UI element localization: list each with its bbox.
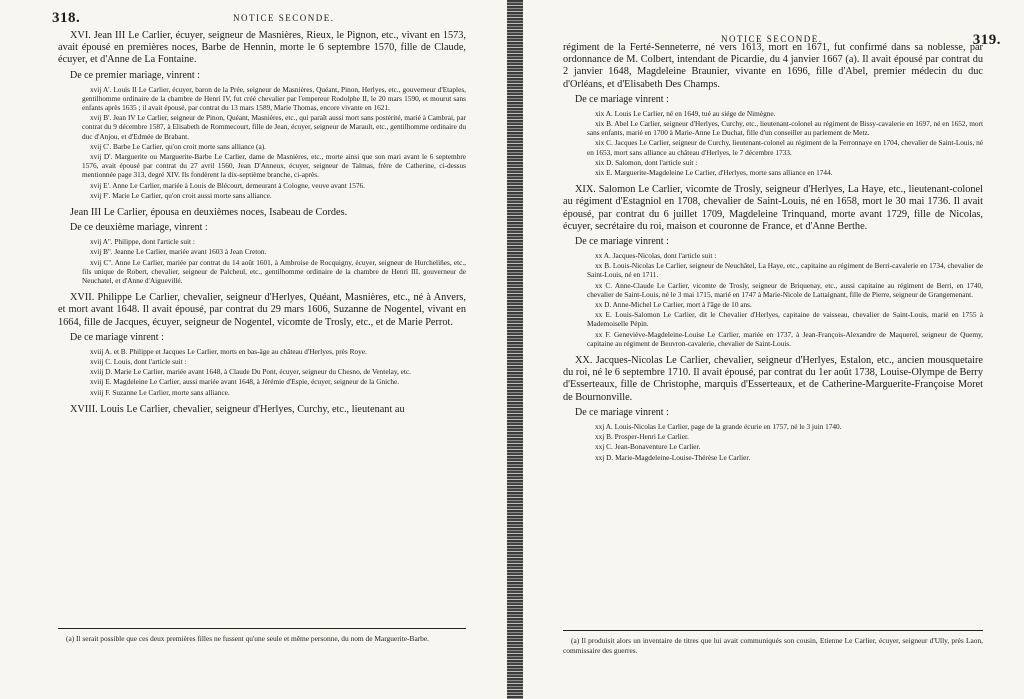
child-entry: xxj C. Jean-Bonaventure Le Carlier. bbox=[595, 442, 701, 452]
degree-paragraph: XX. Jacques-Nicolas Le Carlier, chevalier, seigneur d'Herlyes, Estalon, etc., ancien mousquetaire du roi, né le 6 septembre 1710. Il avait épousé, par contrat du 1er août 1738, Louise-Olympe de Berry d'Esserteaux, fille de Christophe, marquis d'Esserteaux, et de Catherine-Marguerite-Françoise Moret de Bournonville. bbox=[563, 355, 983, 403]
child-entry: xxj A. Louis-Nicolas Le Carlier, page de la grande écurie en 1757, né le 3 juin 1740. bbox=[595, 421, 842, 431]
marriage-heading: De ce mariage vinrent : bbox=[575, 236, 669, 248]
child-entry: xix B. Abel Le Carlier, seigneur d'Herlyes, Curchy, etc., lieutenant-colonel au régiment de Bissy-cavalerie en 1697, né en 1652, mort sans enfants, marié en 1700 à Marie-Anne Le Duchat, fille d'un conseiller au parlement de Metz. bbox=[587, 119, 983, 138]
child-entry: xx D. Anne-Michel Le Carlier, mort à l'âge de 10 ans. bbox=[595, 300, 752, 310]
child-entry: xix A. Louis Le Carlier, né en 1649, tué au siége de Nimègne. bbox=[595, 108, 776, 118]
marriage-heading: De ce mariage vinrent : bbox=[575, 406, 669, 418]
right-page-number: 319. bbox=[972, 32, 1001, 48]
degree-paragraph: XVIII. Louis Le Carlier, chevalier, seigneur d'Herlyes, Curchy, etc., lieutenant au bbox=[70, 403, 405, 415]
right-text-block bbox=[563, 42, 983, 462]
left-page-body bbox=[52, 10, 466, 416]
child-entry: xvij E'. Anne Le Carlier, mariée à Louis de Blécourt, demeurant à Cologne, veuve avant 1576. bbox=[90, 180, 365, 190]
child-entry: xix E. Marguerite-Magdeleine Le Carlier, d'Herlyes, morte sans alliance en 1744. bbox=[595, 168, 833, 178]
child-entry: xviij D. Marie Le Carlier, mariée avant 1648, à Claude Du Pont, écuyer, seigneur du Chesno, de Ventelay, etc. bbox=[90, 367, 411, 377]
degree-paragraph: Jean III Le Carlier, épousa en deuxièmes noces, Isabeau de Cordes. bbox=[70, 207, 348, 219]
marriage-heading: De ce deuxième mariage, vinrent : bbox=[70, 222, 208, 234]
child-entry: xix D. Salomon, dont l'article suit : bbox=[595, 157, 698, 167]
child-entry: xvij F'. Marie Le Carlier, qu'on croit aussi morte sans alliance. bbox=[90, 190, 272, 200]
left-page-header bbox=[52, 10, 466, 30]
right-page-header bbox=[563, 10, 1001, 48]
marriage-heading: De ce premier mariage, vinrent : bbox=[70, 69, 200, 81]
continued-paragraph: régiment de la Ferté-Senneterre, né vers 1613, mort en 1671, fut confirmé dans sa noblesse, par ordonnance de M. Colbert, intendant de Picardie, du 4 janvier 1667 (a). Il avait épousé par contrat du 2 janvier 1648, Magdeleine Braunier, vivante en 1696, fille d'Abel, premier médecin du duc d'Orléans, et d'Elisabeth Des Champs. bbox=[563, 42, 983, 90]
child-entry: xx E. Louis-Salomon Le Carlier, dit le Chevalier d'Herlyes, capitaine de vaisseau, chevalier de Saint-Louis, marié en 1755 à Mademoiselle Pépin. bbox=[587, 310, 983, 329]
child-entry: xviij C. Louis, dont l'article suit : bbox=[90, 357, 187, 367]
child-entry: xx B. Louis-Nicolas Le Carlier, seigneur de Neuchâtel, La Haye, etc., capitaine au régiment de Berri-cavalerie en 1734, chevalier de Saint-Louis, né en 1711. bbox=[587, 261, 983, 280]
marriage-heading: De ce mariage vinrent : bbox=[575, 93, 669, 105]
right-footnote-area bbox=[563, 630, 983, 656]
right-page bbox=[523, 0, 1024, 699]
footnote-rule bbox=[58, 628, 466, 629]
book-gutter bbox=[507, 0, 523, 699]
degree-paragraph: XVII. Philippe Le Carlier, chevalier, seigneur d'Herlyes, Quéant, Masnières, etc., né à Anvers, et mort avant 1648. Il avait épousé, par contrat du 29 mars 1606, Suzanne de Nogentel, vivant en 1664, fille de Jacques, écuyer, seigneur de Nogentel, vicomte de Trosly, etc., et de Marie Perrot. bbox=[58, 292, 466, 328]
child-entry: xvij A'. Louis II Le Carlier, écuyer, baron de la Prée, seigneur de Masnières, Quéant, Pinon, Herlyes, etc., gouverneur d'Etaples, gentilhomme ordinaire de la chambre de Henri IV, fut créé chevalier par l'empereur Rodolphe II, le 20 mars 1590, et mourut sans enfants après 1635 ; il avait épousé, par contrat du 13 mars 1589, Marie Thomas, encore vivante en 1621. bbox=[82, 84, 466, 113]
child-entry: xvij D'. Marguerite ou Marguerite-Barbe Le Carlier, dame de Masnières, etc., morte ainsi que son mari avant le 6 septembre 1576, avait épousé par contrat du 27 avril 1560, Jean D'Anneux, écuyer, seigneur de Talmas, frère de Catherine, ci-dessus mentionnée page 313, degré XIV. Ils fondèrent la dix-septième branche, ci-après. bbox=[82, 152, 466, 180]
child-entry: xx C. Anne-Claude Le Carlier, vicomte de Trosly, seigneur de Briquenay, etc., aussi capitaine au régiment de Berri, en 1740, chevalier de Saint-Louis, né le 3 mai 1715, marié en 1747 à Marie-Nicole de Lattaignant, fille de Pierre, seigneur de Grangemenant. bbox=[587, 280, 983, 299]
child-entry: xxj D. Marie-Magdeleine-Louise-Thérèse Le Carlier. bbox=[595, 452, 751, 462]
child-entry: xviij F. Suzanne Le Carlier, morte sans alliance. bbox=[90, 387, 230, 397]
right-footnote: (a) Il produisit alors un inventaire de titres que lui avait communiqués son cousin, Etienne Le Carlier, écuyer, seigneur d'Ully, près Laon, commissaire des guerres. bbox=[563, 636, 983, 655]
child-entry: xvij C'. Barbe Le Carlier, qu'on croit morte sans alliance (a). bbox=[90, 141, 266, 151]
left-text-block bbox=[58, 30, 466, 416]
left-footnote-area bbox=[58, 628, 466, 644]
child-entry: xxj B. Prosper-Henri Le Carlier. bbox=[595, 432, 689, 442]
child-entry: xvij A''. Philippe, dont l'article suit : bbox=[90, 237, 195, 247]
left-page bbox=[0, 0, 507, 699]
degree-paragraph: XIX. Salomon Le Carlier, vicomte de Trosly, seigneur d'Herlyes, La Haye, etc., lieutenant-colonel au régiment d'Estagniol en 1708, chevalier de Saint-Louis, né en 1658, mort le 30 mai 1736. Il avait épousé, par contrat du 6 juillet 1709, Magdeleine Trinquand, morte avant 1729, fille de Nicolas, écuyer, secrétaire du roi, maison et couronne de France, et d'Anne Berthe. bbox=[563, 184, 983, 232]
child-entry: xvij B''. Jeanne Le Carlier, mariée avant 1603 à Jean Creton. bbox=[90, 247, 267, 257]
child-entry: xx A. Jacques-Nicolas, dont l'article suit : bbox=[595, 251, 717, 261]
child-entry: xx F. Geneviève-Magdeleine-Louise Le Carlier, mariée en 1737, à Jean-François-Alexandre de Maquerel, seigneur de Quemy, capitaine au régiment de Beuvron-cavalerie, chevalier de Saint-Louis. bbox=[587, 329, 983, 348]
right-page-body bbox=[563, 10, 1001, 463]
child-entry: xviij A. et B. Philippe et Jacques Le Carlier, morts en bas-âge au château d'Herlyes, près Roye. bbox=[90, 346, 367, 356]
child-entry: xix C. Jacques Le Carlier, seigneur de Curchy, lieutenant-colonel au régiment de la Ferronnaye en 1704, chevalier de Saint-Louis, né en 1653, mort sans alliance au château d'Herlyes, le 7 décembre 1733. bbox=[587, 138, 983, 157]
left-footnote: (a) Il serait possible que ces deux premières filles ne fussent qu'une seule et même personne, du nom de Marguerite-Barbe. bbox=[66, 634, 430, 643]
right-running-head: NOTICE SECONDE. bbox=[721, 34, 823, 44]
left-page-number: 318. bbox=[52, 10, 81, 26]
child-entry: xvij B'. Jean IV Le Carlier, seigneur de Pinon, Quéant, Masnières, etc., qui paraît aussi mort sans postérité, marié à Cambrai, par contrat du 9 décembre 1587, à Elisabeth de Rommecourt, fille de Jean, écuyer, seigneur de Marault, etc., gentilhomme ordinaire du duc d'Anjou, et d'Edmée de Brabant. bbox=[82, 113, 466, 141]
left-running-head: NOTICE SECONDE. bbox=[233, 13, 335, 23]
marriage-heading: De ce mariage vinrent : bbox=[70, 331, 164, 343]
footnote-rule bbox=[563, 630, 983, 631]
child-entry: xviij E. Magdeleine Le Carlier, aussi mariée avant 1648, à Jérémie d'Espie, écuyer, seigneur de la Gniche. bbox=[90, 377, 400, 387]
degree-paragraph: XVI. Jean III Le Carlier, écuyer, seigneur de Masnières, Rieux, le Pignon, etc., vivant en 1573, avait épousé en premières noces, Barbe de Hennin, morte le 6 septembre 1570, fille de Claude, écuyer, et d'Anne de La Fontaine. bbox=[58, 30, 466, 66]
child-entry: xvij C''. Anne Le Carlier, mariée par contrat du 14 août 1601, à Ambroise de Rocquigny, écuyer, seigneur de Hurcheliñes, etc., fils unique de Robert, chevalier, seigneur de Palcheul, etc., gentilhomme ordinaire de la chambre de Henri III, gouverneur de Neuchatel, et d'Anne d'Aiguevillé. bbox=[82, 257, 466, 286]
